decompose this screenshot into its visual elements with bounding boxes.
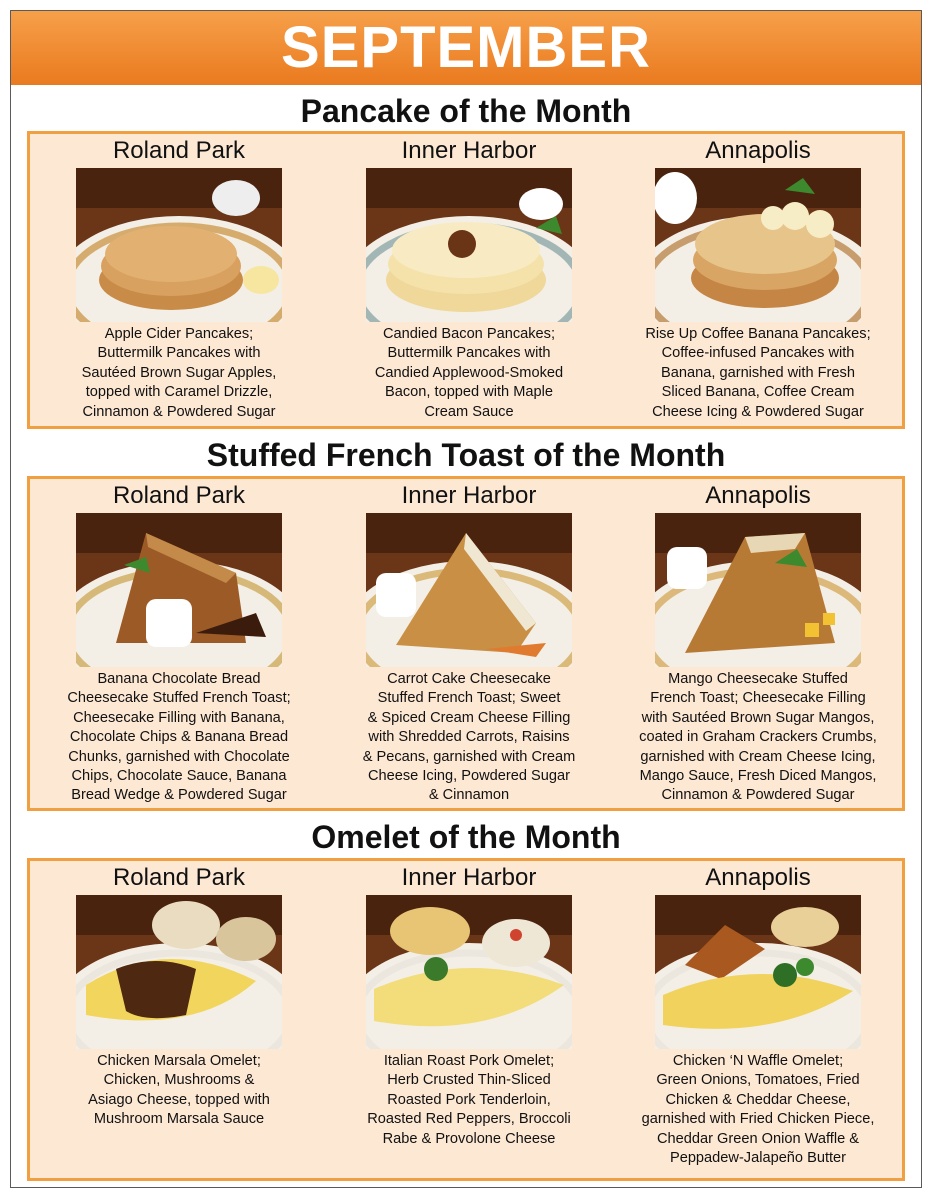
location-label: Annapolis [705, 482, 811, 509]
dish-description [615, 1052, 901, 1168]
dish-description [326, 1052, 612, 1149]
description-line: Mango Sauce, Fresh Diced Mangos, [639, 768, 877, 785]
location-label: Inner Harbor [401, 137, 537, 164]
description-line: Banana, garnished with Fresh [661, 364, 855, 381]
french-toast-inner-harbor-item [326, 479, 612, 806]
description-line: French Toast; Cheesecake Filling [650, 690, 866, 707]
pancake-roland-park-item [36, 134, 322, 422]
description-line: Chips, Chocolate Sauce, Banana [71, 768, 287, 785]
description-line: Mushroom Marsala Sauce [93, 1111, 265, 1128]
omelet-inner-harbor-item [326, 861, 612, 1149]
pancake-annapolis-item [615, 134, 901, 422]
description-line: garnished with Fried Chicken Piece, [641, 1111, 875, 1128]
description-line: Mango Cheesecake Stuffed [668, 671, 848, 687]
description-line: Cinnamon & Powdered Sugar [661, 787, 855, 804]
description-line: Cheesecake Filling with Banana, [73, 709, 285, 726]
description-line: Rise Up Coffee Banana Pancakes; [645, 326, 871, 342]
month-banner: SEPTEMBER [11, 11, 921, 85]
description-line: Cinnamon & Powdered Sugar [82, 403, 276, 420]
description-line: & Cinnamon [428, 787, 510, 804]
mango-cheesecake-french-toast-photo [655, 513, 861, 667]
description-line: Coffee-infused Pancakes with [661, 345, 855, 362]
pancake-panel [27, 131, 905, 429]
omelet-annapolis-item [615, 861, 901, 1168]
description-line: Apple Cider Pancakes; [104, 326, 254, 342]
description-line: Stuffed French Toast; Sweet [377, 690, 561, 707]
coffee-banana-pancakes-photo [655, 168, 861, 322]
description-line: Chicken, Mushrooms & [103, 1072, 255, 1089]
chicken-marsala-omelet-photo [76, 895, 282, 1049]
dish-description [36, 670, 322, 806]
description-line: Candied Applewood-Smoked [374, 364, 564, 381]
omelet-panel [27, 858, 905, 1181]
dish-description [326, 670, 612, 806]
description-line: Chicken ‘N Waffle Omelet; [672, 1053, 844, 1069]
description-line: Asiago Cheese, topped with [88, 1091, 270, 1108]
description-line: Cheddar Green Onion Waffle & [657, 1130, 859, 1147]
dish-description [36, 1052, 322, 1130]
french-toast-roland-park-item [36, 479, 322, 806]
description-line: Chocolate Chips & Banana Bread [69, 729, 289, 746]
description-line: with Shredded Carrots, Raisins [368, 729, 570, 746]
description-line: Bread Wedge & Powdered Sugar [71, 787, 287, 804]
description-line: Buttermilk Pancakes with [97, 345, 261, 362]
description-line: Banana Chocolate Bread [97, 671, 261, 687]
description-line: Cheesecake Stuffed French Toast; [67, 690, 291, 707]
description-line: Bacon, topped with Maple [385, 384, 553, 401]
dish-description [326, 325, 612, 422]
description-line: with Sautéed Brown Sugar Mangos, [641, 709, 875, 726]
pancake-section-title: Pancake of the Month [300, 93, 632, 129]
apple-cider-pancakes-photo [76, 168, 282, 322]
description-line: topped with Caramel Drizzle, [85, 384, 273, 401]
description-line: Chicken & Cheddar Cheese, [665, 1091, 851, 1108]
description-line: garnished with Cream Cheese Icing, [640, 748, 876, 765]
description-line: Cheese Icing & Powdered Sugar [652, 403, 864, 420]
description-line: Cheese Icing, Powdered Sugar [367, 768, 570, 785]
banana-chocolate-french-toast-photo [76, 513, 282, 667]
description-line: & Pecans, garnished with Cream [362, 748, 576, 765]
description-line: Cream Sauce [424, 403, 514, 420]
candied-bacon-pancakes-photo [366, 168, 572, 322]
description-line: Roasted Pork Tenderloin, [387, 1091, 551, 1108]
description-line: Candied Bacon Pancakes; [383, 326, 555, 342]
location-label: Roland Park [112, 137, 246, 164]
description-line: coated in Graham Crackers Crumbs, [639, 729, 877, 746]
pancake-inner-harbor-item [326, 134, 612, 422]
description-line: Sliced Banana, Coffee Cream [661, 384, 855, 401]
carrot-cake-french-toast-photo [366, 513, 572, 667]
menu-page [10, 10, 922, 1188]
location-label: Inner Harbor [401, 482, 537, 509]
description-line: Sautéed Brown Sugar Apples, [81, 364, 277, 381]
description-line: Italian Roast Pork Omelet; [383, 1053, 555, 1069]
location-label: Inner Harbor [401, 864, 537, 891]
description-line: Herb Crusted Thin-Sliced [387, 1072, 551, 1089]
location-label: Annapolis [705, 137, 811, 164]
location-label: Roland Park [112, 864, 246, 891]
description-line: Green Onions, Tomatoes, Fried [656, 1072, 860, 1089]
dish-description [615, 325, 901, 422]
description-line: Roasted Red Peppers, Broccoli [367, 1111, 571, 1128]
description-line: Carrot Cake Cheesecake [387, 671, 551, 687]
italian-roast-pork-omelet-photo [366, 895, 572, 1049]
french-toast-panel [27, 476, 905, 811]
description-line: Chicken Marsala Omelet; [97, 1053, 261, 1069]
french-toast-section-title: Stuffed French Toast of the Month [206, 437, 726, 473]
description-line: Rabe & Provolone Cheese [382, 1130, 556, 1147]
omelet-roland-park-item [36, 861, 322, 1130]
description-line: Peppadew-Jalapeño Butter [669, 1150, 847, 1167]
description-line: Chunks, garnished with Chocolate [68, 748, 290, 765]
description-line: Buttermilk Pancakes with [387, 345, 551, 362]
omelet-section-title: Omelet of the Month [311, 819, 621, 855]
dish-description [615, 670, 901, 806]
description-line: & Spiced Cream Cheese Filling [367, 709, 571, 726]
location-label: Annapolis [705, 864, 811, 891]
chicken-waffle-omelet-photo [655, 895, 861, 1049]
dish-description [36, 325, 322, 422]
location-label: Roland Park [112, 482, 246, 509]
french-toast-annapolis-item [615, 479, 901, 806]
